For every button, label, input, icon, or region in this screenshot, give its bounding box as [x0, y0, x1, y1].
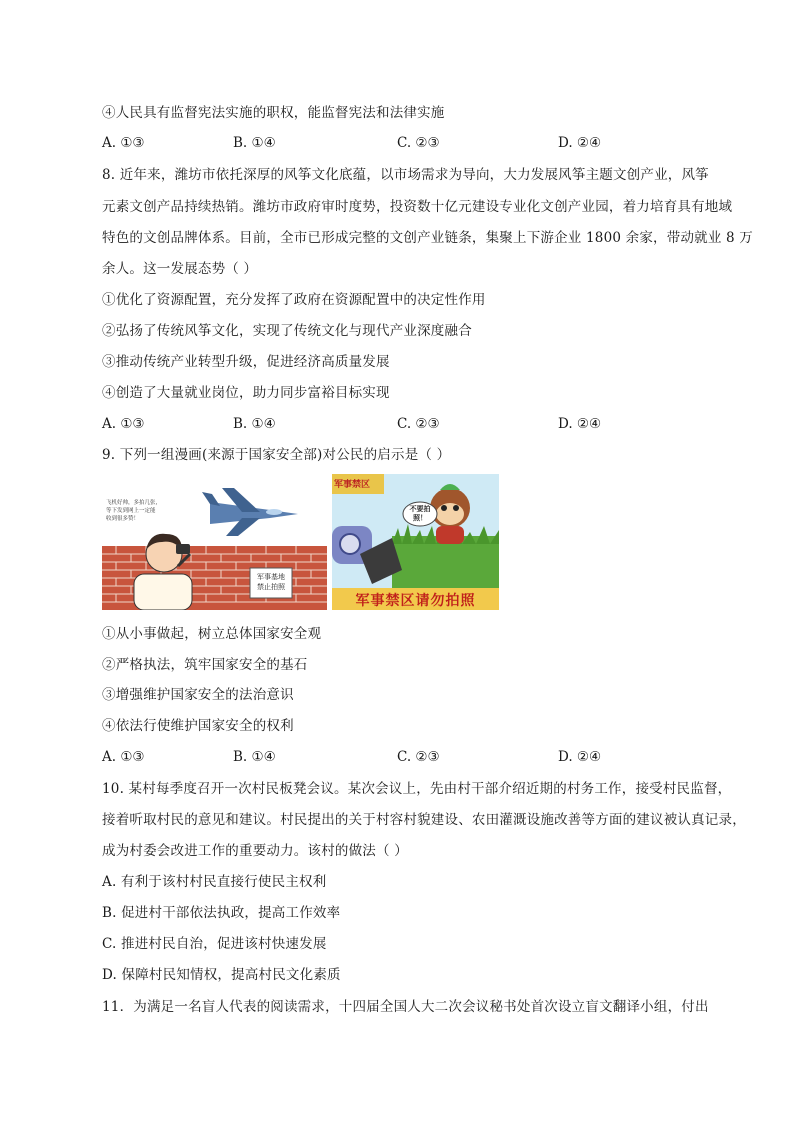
q8-statement-3: ③推动传统产业转型升级，促进经济高质量发展 [102, 354, 390, 370]
comic2-banner-text: 军事禁区请勿拍照 [355, 593, 476, 609]
q8-statement-4: ④创造了大量就业岗位，助力同步富裕目标实现 [102, 385, 390, 401]
q9-statement-3: ③增强维护国家安全的法治意识 [102, 687, 294, 703]
q7-option-b[interactable]: B. ①④ [233, 135, 276, 151]
q9-statement-2: ②严格执法，筑牢国家安全的基石 [102, 657, 308, 673]
q7-option-d[interactable]: D. ②④ [558, 135, 602, 151]
q8-statement-1: ①优化了资源配置，充分发挥了政府在资源配置中的决定性作用 [102, 292, 486, 308]
q8-stem-line-1: 8. 近年来，潍坊市依托深厚的风筝文化底蕴，以市场需求为导向，大力发展风筝主题文创产业，风筝 [102, 167, 709, 183]
svg-text:飞机好帅，多拍几张， 等下发到网上一定能: 飞机好帅，多拍几张， 等下发到网上一定能 收到很多赞！ [106, 500, 162, 522]
q9-stem: 9. 下列一组漫画(来源于国家安全部)对公民的启示是（ ） [102, 447, 451, 463]
q8-stem-line-2: 元素文创产品持续热销。潍坊市政府审时度势，投资数十亿元建设专业化文创产业园，着力培育具有地域 [102, 199, 733, 215]
q11-stem-line-1: 11．为满足一名盲人代表的阅读需求，十四届全国人大二次会议秘书处首次设立盲文翻译小组，付出 [102, 999, 709, 1015]
q8-option-d[interactable]: D. ②④ [558, 416, 602, 432]
q9-option-d[interactable]: D. ②④ [558, 749, 602, 765]
q9-option-b[interactable]: B. ①④ [233, 749, 276, 765]
q7-option-a[interactable]: A. ①③ [102, 135, 145, 151]
comic2-bubble-text: 不要拍照！ [409, 505, 431, 522]
q10-option-a[interactable]: A. 有利于该村村民直接行使民主权利 [102, 874, 327, 890]
q9-statement-1: ①从小事做起，树立总体国家安全观 [102, 626, 322, 642]
q8-option-c[interactable]: C. ②③ [397, 416, 440, 432]
q10-stem-line-3: 成为村委会改进工作的重要动力。该村的做法（ ） [102, 843, 408, 859]
comic1-sign-text: 军事基地禁止拍照 [257, 573, 285, 591]
q10-stem-line-2: 接着听取村民的意见和建议。村民提出的关于村容村貌建设、农田灌溉设施改善等方面的建议被认真记录， [102, 812, 746, 828]
q8-option-b[interactable]: B. ①④ [233, 416, 276, 432]
q8-statement-2: ②弘扬了传统风筝文化，实现了传统文化与现代产业深度融合 [102, 323, 472, 339]
q8-option-a[interactable]: A. ①③ [102, 416, 145, 432]
comic-monkey-no-photo [332, 474, 499, 610]
q9-statement-4: ④依法行使维护国家安全的权利 [102, 718, 294, 734]
q10-stem-line-1: 10. 某村每季度召开一次村民板凳会议。某次会议上，先由村干部介绍近期的村务工作，接受村民监督， [102, 781, 732, 797]
q7-statement-4: ④人民具有监督宪法实施的职权，能监督宪法和法律实施 [102, 105, 445, 121]
q9-option-c[interactable]: C. ②③ [397, 749, 440, 765]
q9-option-a[interactable]: A. ①③ [102, 749, 145, 765]
q7-option-c[interactable]: C. ②③ [397, 135, 440, 151]
comic-photographer [102, 474, 327, 610]
q8-stem-line-3: 特色的文创品牌体系。目前，全市已形成完整的文创产业链条，集聚上下游企业 1800 余家，带动就业 8 万 [102, 230, 754, 246]
q10-option-c[interactable]: C. 推进村民自治，促进该村快速发展 [102, 936, 327, 952]
q8-stem-line-4: 余人。这一发展态势（ ） [102, 261, 258, 277]
comic2-top-sign: 军事禁区 [334, 480, 371, 490]
q10-option-b[interactable]: B. 促进村干部依法执政，提高工作效率 [102, 905, 341, 921]
q10-option-d[interactable]: D. 保障村民知情权，提高村民文化素质 [102, 967, 341, 983]
